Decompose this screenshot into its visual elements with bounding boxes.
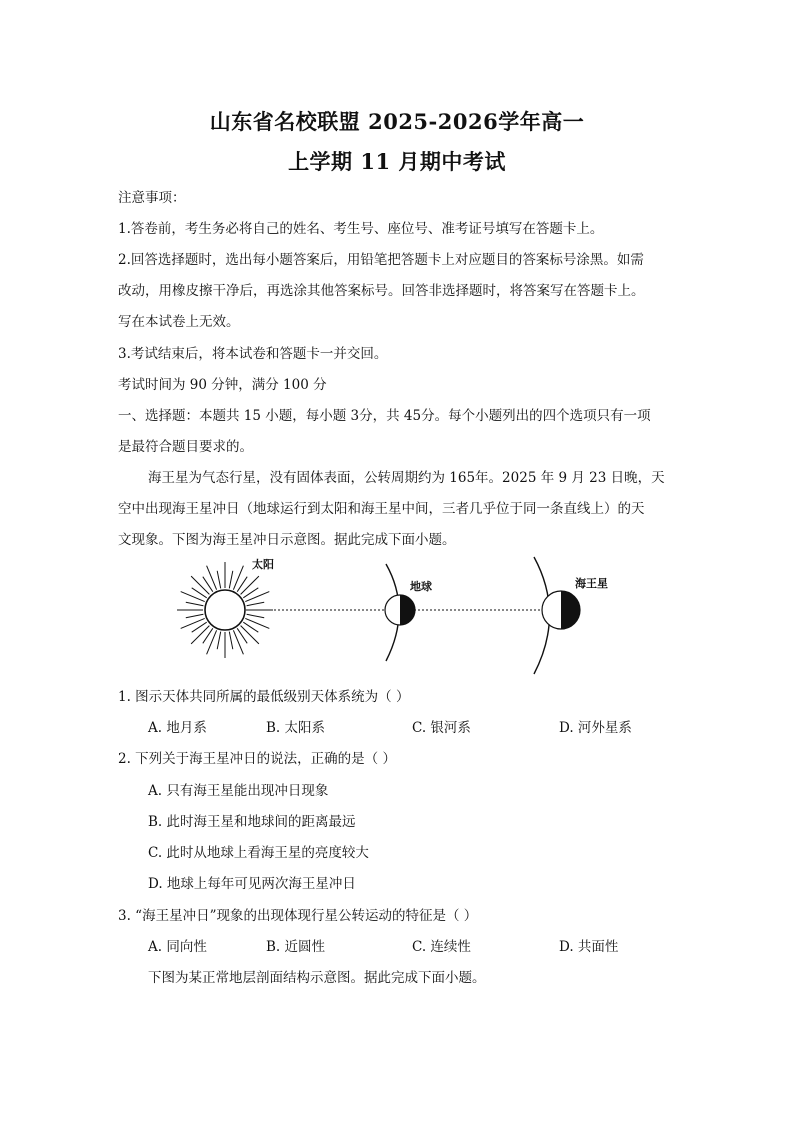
passage-1-line2: 空中出现海王星冲日（地球运行到太阳和海王星中间，三者几乎位于同一条直线上）的天 <box>118 501 645 517</box>
question-1-option-d: D. 河外星系 <box>559 720 632 736</box>
question-1-option-b: B. 太阳系 <box>266 720 326 736</box>
notes-item-2-line1: 2.回答选择题时，选出每小题答案后，用铅笔把答题卡上对应题目的答案标号涂黑。如需 <box>118 252 644 268</box>
sun-ray <box>245 618 269 628</box>
exam-title-line1: 山东省名校联盟 2025-2026学年高一 <box>209 109 585 134</box>
sun-ray <box>241 576 259 594</box>
sun-ray <box>186 602 204 606</box>
sun-ray <box>191 576 209 594</box>
sun-ray <box>181 618 205 628</box>
passage-2-line1: 下图为某正常地层剖面结构示意图。据此完成下面小题。 <box>148 970 486 986</box>
sun-ray <box>186 614 204 618</box>
notes-item-2-line3: 写在本试卷上无效。 <box>118 314 240 330</box>
earth-icon <box>385 595 415 625</box>
question-1-stem: 1. 图示天体共同所属的最低级别天体系统为（ ） <box>118 689 410 705</box>
question-1-option-a: A. 地月系 <box>148 720 207 736</box>
sun-ray <box>241 626 259 644</box>
question-3-option-c: C. 连续性 <box>412 939 471 955</box>
sun-ray <box>245 592 269 602</box>
question-3-option-d: D. 共面性 <box>559 939 619 955</box>
sun-ray <box>207 630 217 654</box>
neptune-icon <box>542 591 580 629</box>
question-2-stem: 2. 下列关于海王星冲日的说法，正确的是（ ） <box>118 751 396 767</box>
sun-ray <box>229 571 233 589</box>
passage-1-line1: 海王星为气态行星，没有固体表面，公转周期约为 165年。2025 年 9 月 23 日晚，天 <box>148 470 665 486</box>
sun-ray <box>191 626 209 644</box>
sun-ray <box>217 571 221 589</box>
section-1-intro-line2: 是最符合题目要求的。 <box>118 439 253 455</box>
sun-ray <box>207 566 217 590</box>
sun-label: 太阳 <box>252 558 274 571</box>
question-2-option-b: B. 此时海王星和地球间的距离最远 <box>148 814 356 830</box>
question-3-option-a: A. 同向性 <box>148 939 207 955</box>
passage-1-line3: 文现象。下图为海王星冲日示意图。据此完成下面小题。 <box>118 532 456 548</box>
sun-ray <box>181 592 205 602</box>
sun-ray <box>229 632 233 650</box>
notes-item-2-line2: 改动，用橡皮擦干净后，再选涂其他答案标号。回答非选择题时，将答案写在答题卡上。 <box>118 283 645 299</box>
exam-time: 考试时间为 90 分钟，满分 100 分 <box>118 377 327 393</box>
notes-item-3: 3.考试结束后，将本试卷和答题卡一并交回。 <box>118 346 388 362</box>
neptune-label: 海王星 <box>575 577 608 590</box>
question-2-option-c: C. 此时从地球上看海王星的亮度较大 <box>148 845 369 861</box>
sun-ray <box>217 632 221 650</box>
notes-heading: 注意事项： <box>118 190 186 206</box>
question-3-option-b: B. 近圆性 <box>266 939 326 955</box>
earth-label: 地球 <box>410 580 432 593</box>
section-1-intro-line1: 一、选择题：本题共 15 小题，每小题 3分，共 45分。每个小题列出的四个选项只有一项 <box>118 408 651 424</box>
question-2-option-a: A. 只有海王星能出现冲日现象 <box>148 783 329 799</box>
neptune-opposition-diagram <box>170 556 630 678</box>
exam-title-line2: 上学期 11 月期中考试 <box>288 149 506 174</box>
sun-ray <box>233 630 243 654</box>
sun-ray <box>247 614 265 618</box>
question-2-option-d: D. 地球上每年可见两次海王星冲日 <box>148 876 356 892</box>
question-1-option-c: C. 银河系 <box>412 720 471 736</box>
sun-ray <box>233 566 243 590</box>
notes-item-1: 1.答卷前，考生务必将自己的姓名、考生号、座位号、准考证号填写在答题卡上。 <box>118 221 604 237</box>
question-3-stem: 3. “海王星冲日”现象的出现体现行星公转运动的特征是（ ） <box>118 908 478 924</box>
sun-ray <box>247 602 265 606</box>
